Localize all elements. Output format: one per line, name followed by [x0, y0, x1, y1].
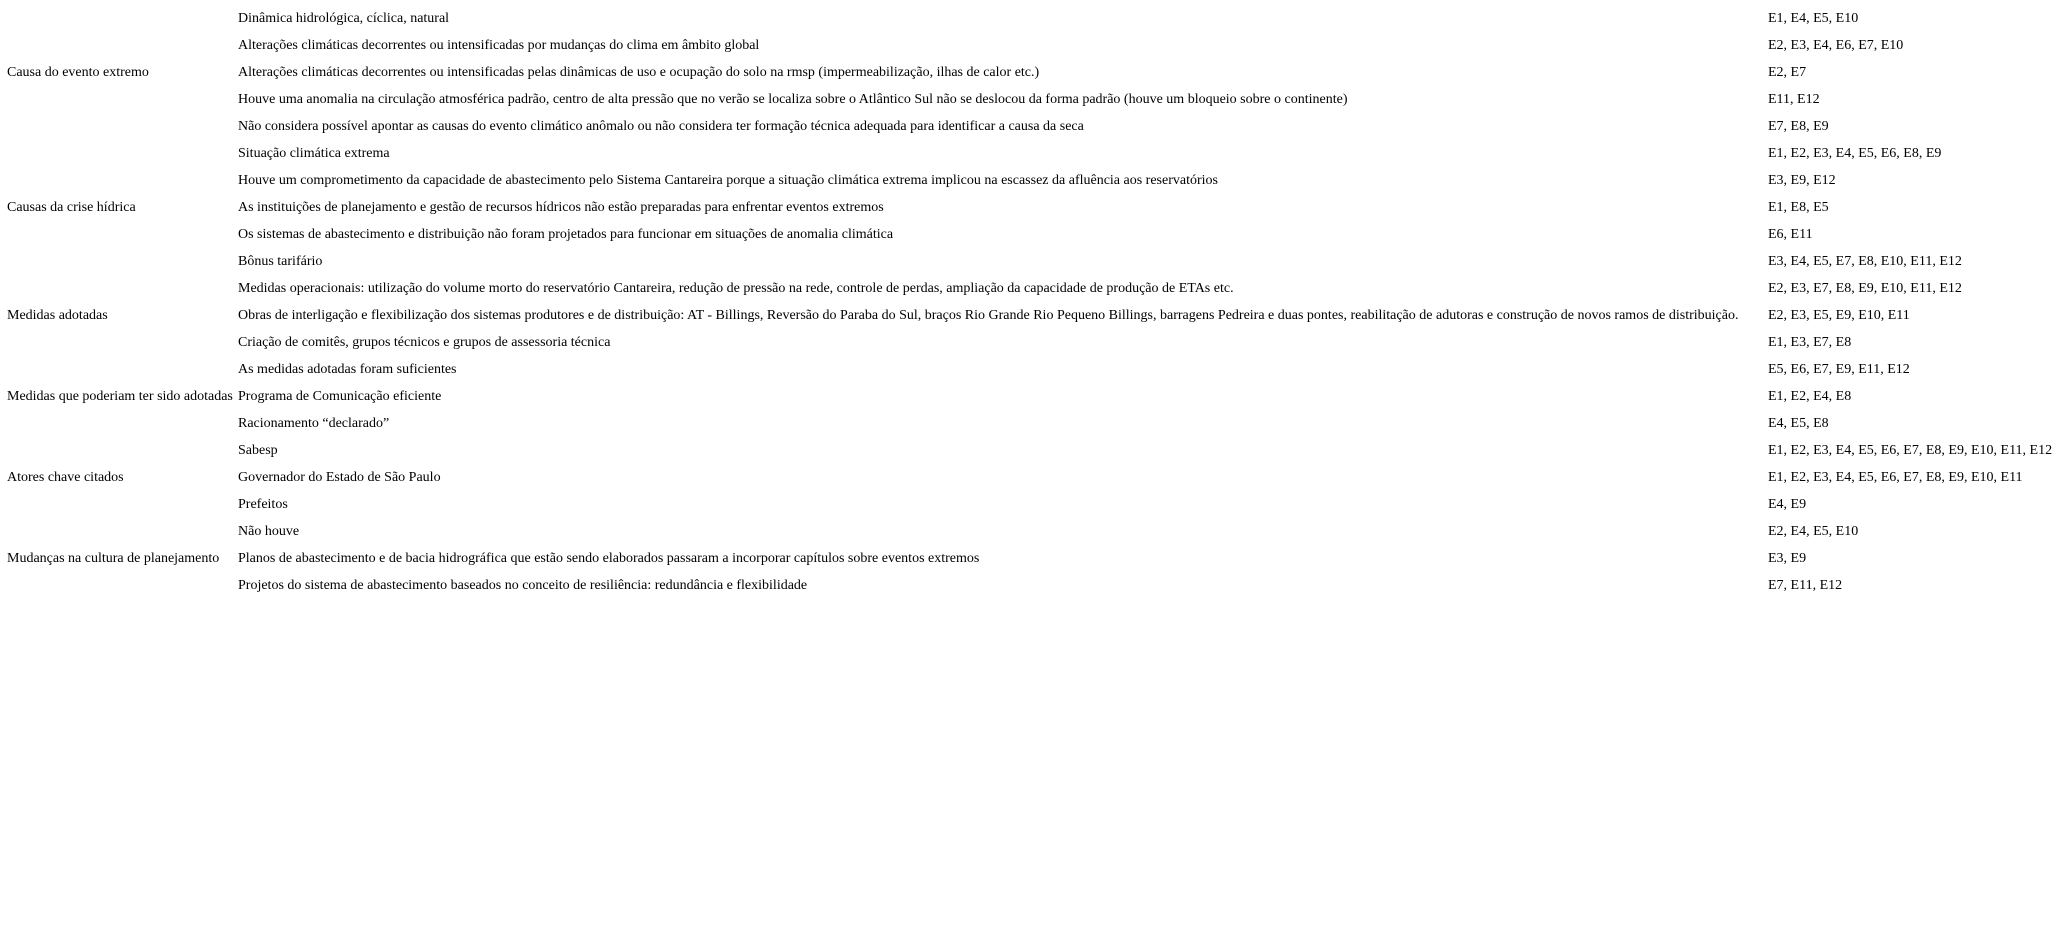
interviewee-codes-cell: E4, E5, E8: [1768, 416, 1829, 431]
item-cell: Houve um comprometimento da capacidade de abastecimento pelo Sistema Cantareira porque a situação climática extrema implicou na escassez da afluência aos reservatórios: [238, 173, 1218, 188]
category-cell: [5, 113, 236, 140]
category-cell: Medidas adotadas: [7, 308, 108, 323]
item-cell: Alterações climáticas decorrentes ou intensificadas pelas dinâmicas de uso e ocupação do solo na rmsp (impermeabilização, ilhas de calor etc.): [238, 65, 1040, 80]
item-cell: Racionamento “declarado”: [238, 416, 390, 431]
interviewee-codes-cell: E1, E2, E4, E8: [1768, 389, 1852, 404]
table-row: [5, 302, 2054, 329]
item-cell: As medidas adotadas foram suficientes: [238, 362, 457, 377]
interviewee-codes-cell: E3, E4, E5, E7, E8, E10, E11, E12: [1768, 254, 1962, 269]
category-cell: [5, 32, 236, 59]
table-row: [5, 545, 2054, 572]
category-cell: [5, 518, 236, 545]
item-cell: Não considera possível apontar as causas do evento climático anômalo ou não considera ter formação técnica adequada para identificar a causa da seca: [238, 119, 1084, 134]
table-row: [5, 113, 2054, 140]
interviewee-codes-cell: E3, E9, E12: [1768, 173, 1836, 188]
interviewee-codes-cell: E2, E3, E4, E6, E7, E10: [1768, 38, 1904, 53]
table-row: [5, 491, 2054, 518]
interviewee-codes-cell: E11, E12: [1768, 92, 1820, 107]
interviewee-codes-cell: E2, E7: [1768, 65, 1807, 80]
item-cell: Alterações climáticas decorrentes ou intensificadas por mudanças do clima em âmbito global: [238, 38, 760, 53]
item-cell: Situação climática extrema: [238, 146, 390, 161]
interviewee-codes-cell: E1, E4, E5, E10: [1768, 11, 1859, 26]
category-cell: [5, 410, 236, 437]
interviewee-codes-cell: E1, E2, E3, E4, E5, E6, E8, E9: [1768, 146, 1942, 161]
table-row: [5, 356, 2054, 383]
category-cell: [5, 167, 236, 194]
interview-coding-table: [5, 5, 2054, 599]
table-row: [5, 572, 2054, 599]
item-cell: Dinâmica hidrológica, cíclica, natural: [238, 11, 450, 26]
table-row: [5, 518, 2054, 545]
table-body: [5, 5, 2054, 599]
item-cell: Planos de abastecimento e de bacia hidrográfica que estão sendo elaborados passaram a incorporar capítulos sobre eventos extremos: [238, 551, 980, 566]
item-cell: Governador do Estado de São Paulo: [238, 470, 441, 485]
table-row: [5, 329, 2054, 356]
item-cell: Houve uma anomalia na circulação atmosférica padrão, centro de alta pressão que no verão se localiza sobre o Atlântico Sul não se deslocou da forma padrão (houve um bloqueio sobre o continente): [238, 92, 1348, 107]
item-cell: Prefeitos: [238, 497, 288, 512]
category-cell: Medidas que poderiam ter sido adotadas: [7, 389, 233, 404]
table-row: [5, 410, 2054, 437]
table-row: [5, 275, 2054, 302]
category-cell: [5, 329, 236, 356]
item-cell: Os sistemas de abastecimento e distribuição não foram projetados para funcionar em situações de anomalia climática: [238, 227, 894, 242]
table-row: [5, 32, 2054, 59]
table-row: [5, 59, 2054, 86]
category-cell: [5, 86, 236, 113]
interviewee-codes-cell: E6, E11: [1768, 227, 1813, 242]
table-row: [5, 383, 2054, 410]
interviewee-codes-cell: E2, E3, E5, E9, E10, E11: [1768, 308, 1910, 323]
item-cell: Não houve: [238, 524, 300, 539]
category-cell: [5, 437, 236, 464]
item-cell: Obras de interligação e flexibilização dos sistemas produtores e de distribuição: AT - Billings, Reversão do Paraba do Sul, braços Rio Grande Rio Pequeno Billings, barragens Pedreira e duas pontes, reabilitação de adutoras e construção de novos ramos de distribuição.: [238, 308, 1739, 323]
table-row: [5, 86, 2054, 113]
table-row: [5, 167, 2054, 194]
category-cell: [5, 221, 236, 248]
category-cell: Atores chave citados: [7, 470, 124, 485]
category-cell: Mudanças na cultura de planejamento: [7, 551, 220, 566]
interviewee-codes-cell: E7, E8, E9: [1768, 119, 1829, 134]
category-cell: [5, 572, 236, 599]
category-cell: Causas da crise hídrica: [7, 200, 136, 215]
interviewee-codes-cell: E3, E9: [1768, 551, 1807, 566]
interviewee-codes-cell: E2, E4, E5, E10: [1768, 524, 1859, 539]
table-row: [5, 464, 2054, 491]
table-row: [5, 221, 2054, 248]
item-cell: Programa de Comunicação eficiente: [238, 389, 442, 404]
category-cell: [5, 275, 236, 302]
interviewee-codes-cell: E4, E9: [1768, 497, 1807, 512]
item-cell: Projetos do sistema de abastecimento baseados no conceito de resiliência: redundância e flexibilidade: [238, 578, 808, 593]
category-cell: [5, 248, 236, 275]
item-cell: As instituições de planejamento e gestão de recursos hídricos não estão preparadas para enfrentar eventos extremos: [238, 200, 884, 215]
item-cell: Criação de comitês, grupos técnicos e grupos de assessoria técnica: [238, 335, 611, 350]
table-row: [5, 140, 2054, 167]
category-cell: [5, 140, 236, 167]
table-row: [5, 5, 2054, 32]
item-cell: Medidas operacionais: utilização do volume morto do reservatório Cantareira, redução de pressão na rede, controle de perdas, ampliação da capacidade de produção de ETAs etc.: [238, 281, 1234, 296]
interviewee-codes-cell: E5, E6, E7, E9, E11, E12: [1768, 362, 1910, 377]
category-cell: [5, 491, 236, 518]
interviewee-codes-cell: E1, E8, E5: [1768, 200, 1829, 215]
interviewee-codes-cell: E1, E2, E3, E4, E5, E6, E7, E8, E9, E10, E11, E12: [1768, 443, 2053, 458]
category-cell: [5, 356, 236, 383]
table-row: [5, 437, 2054, 464]
item-cell: Sabesp: [238, 443, 278, 458]
interviewee-codes-cell: E1, E3, E7, E8: [1768, 335, 1852, 350]
category-cell: [5, 5, 236, 32]
table-row: [5, 248, 2054, 275]
item-cell: Bônus tarifário: [238, 254, 323, 269]
interviewee-codes-cell: E7, E11, E12: [1768, 578, 1843, 593]
interviewee-codes-cell: E2, E3, E7, E8, E9, E10, E11, E12: [1768, 281, 1962, 296]
category-cell: Causa do evento extremo: [7, 65, 149, 80]
interviewee-codes-cell: E1, E2, E3, E4, E5, E6, E7, E8, E9, E10, E11: [1768, 470, 2023, 485]
table-row: [5, 194, 2054, 221]
